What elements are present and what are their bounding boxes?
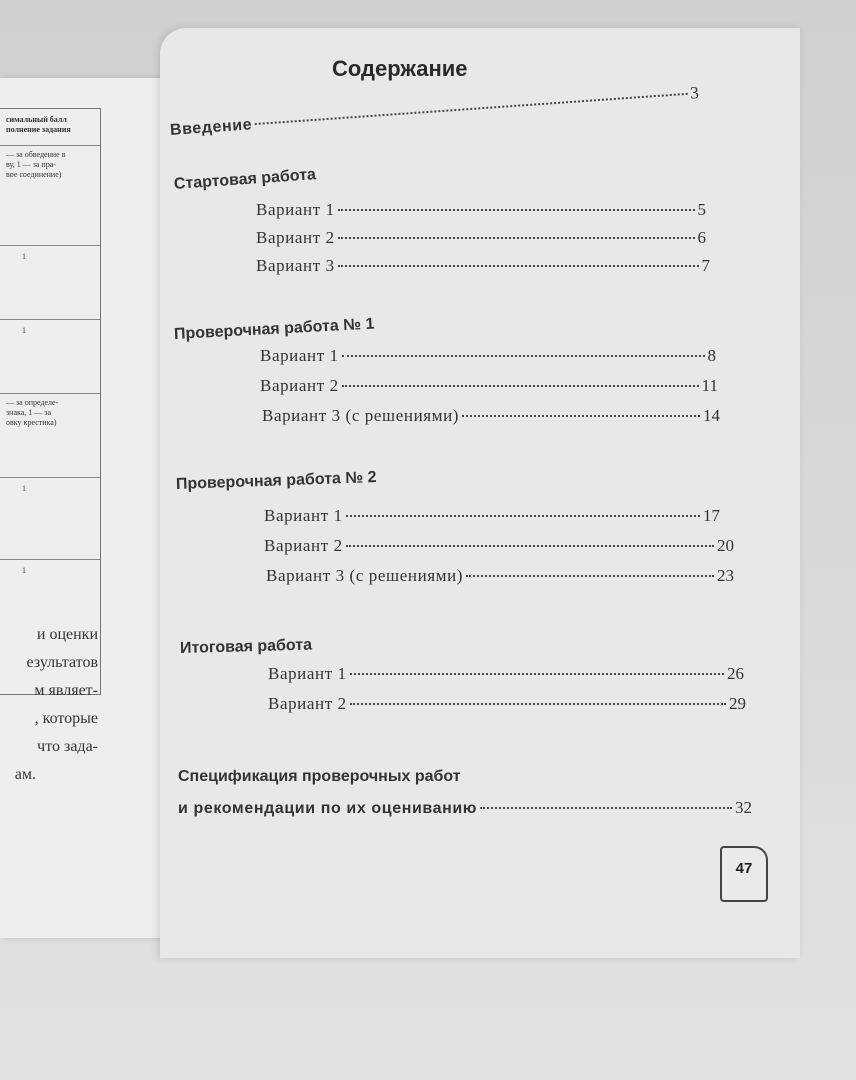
- toc-entry-page: 29: [729, 694, 746, 713]
- page-title: Содержание: [332, 56, 468, 81]
- toc-section-title: Стартовая работа: [173, 166, 317, 193]
- toc-entry-label: Вариант 3: [256, 256, 335, 275]
- table-cell-text: — за обведение в ву, 1 — за пра- вое соединение): [6, 150, 66, 179]
- leader-dots: [338, 209, 695, 211]
- toc-entry-spec: [178, 798, 752, 818]
- toc-entry-page: 5: [697, 200, 706, 219]
- table-header-text: симальный балл полнение задания: [6, 115, 71, 134]
- toc-entry-page: 20: [717, 536, 734, 555]
- toc-entry-page: 3: [689, 83, 700, 103]
- page-number-tab: [720, 846, 768, 902]
- table-row: [0, 559, 100, 620]
- toc-entry-page: 26: [727, 664, 744, 683]
- leader-dots: [480, 807, 732, 809]
- leader-dots: [350, 703, 726, 705]
- toc-entry-label: Вариант 1: [264, 506, 343, 525]
- toc-entry-page: 23: [717, 566, 734, 585]
- table-row: [0, 245, 100, 320]
- toc-entry: [256, 228, 706, 248]
- toc-entry: [256, 256, 710, 276]
- toc-entry: [260, 346, 716, 366]
- scoring-table: [0, 108, 101, 695]
- toc-entry-label: и рекомендации по их оцениванию: [178, 800, 478, 817]
- toc-entry: [266, 566, 734, 586]
- table-header-row: [0, 109, 100, 145]
- leader-dots: [346, 515, 700, 517]
- toc-entry-page: 17: [703, 506, 720, 525]
- table-row: [0, 393, 100, 478]
- toc-entry-page: 7: [701, 256, 710, 275]
- toc-entry: [260, 376, 718, 396]
- body-line: езультатов: [26, 654, 98, 671]
- toc-section-title: Проверочная работа № 1: [173, 315, 375, 343]
- toc-section-title: Итоговая работа: [179, 636, 313, 657]
- leader-dots: [338, 265, 699, 267]
- toc-entry-page: 11: [701, 376, 718, 395]
- toc-entry-label: Введение: [169, 116, 253, 139]
- leader-dots: [255, 93, 687, 125]
- toc-entry-label: Вариант 2: [264, 536, 343, 555]
- toc-entry-label: Вариант 1: [256, 200, 335, 219]
- leader-dots: [342, 355, 705, 357]
- leader-dots: [350, 673, 724, 675]
- leader-dots: [346, 545, 714, 547]
- leader-dots: [342, 385, 699, 387]
- table-cell-score: 1: [22, 566, 26, 575]
- body-line: и оценки: [36, 626, 98, 643]
- table-row: [0, 477, 100, 560]
- leader-dots: [462, 415, 700, 417]
- body-line: м являет-: [34, 682, 98, 699]
- table-cell-score: 1: [22, 326, 26, 335]
- toc-entry-label: Вариант 3 (с решениями): [266, 566, 464, 585]
- body-line: , которые: [34, 710, 98, 727]
- toc-entry-page: 8: [707, 346, 716, 365]
- table-cell-text: — за определе- знака, 1 — за овку крестика): [6, 398, 59, 427]
- table-cell-score: 1: [22, 484, 26, 493]
- body-line: что зада-: [37, 738, 98, 755]
- toc-section-title: Проверочная работа № 2: [175, 469, 377, 493]
- toc-entry: [264, 506, 720, 526]
- toc-entry-label: Вариант 1: [268, 664, 347, 683]
- leader-dots: [466, 575, 714, 577]
- toc-entry: [262, 406, 720, 426]
- toc-entry-intro: [169, 83, 699, 140]
- toc-entry: [268, 664, 744, 684]
- toc-entry-label: Вариант 1: [260, 346, 339, 365]
- toc-entry: [264, 536, 734, 556]
- contents-page: [160, 28, 800, 958]
- toc-entry-page: 14: [703, 406, 720, 425]
- toc-entry-label: Вариант 2: [268, 694, 347, 713]
- leader-dots: [338, 237, 695, 239]
- toc-entry: [256, 200, 706, 220]
- toc-entry-label: Вариант 3 (с решениями): [262, 406, 460, 425]
- toc-spec-line1: Спецификация проверочных работ: [178, 768, 461, 785]
- table-row: [0, 145, 100, 246]
- left-page: [0, 78, 164, 938]
- table-row: [0, 319, 100, 394]
- toc-entry-label: Вариант 2: [260, 376, 339, 395]
- table-cell-score: 1: [22, 252, 26, 261]
- toc-entry-page: 6: [697, 228, 706, 247]
- toc-entry: [268, 694, 746, 714]
- toc-entry-label: Вариант 2: [256, 228, 335, 247]
- page-number: 47: [735, 860, 753, 877]
- body-line: ам.: [14, 766, 36, 783]
- toc-entry-page: 32: [735, 798, 752, 817]
